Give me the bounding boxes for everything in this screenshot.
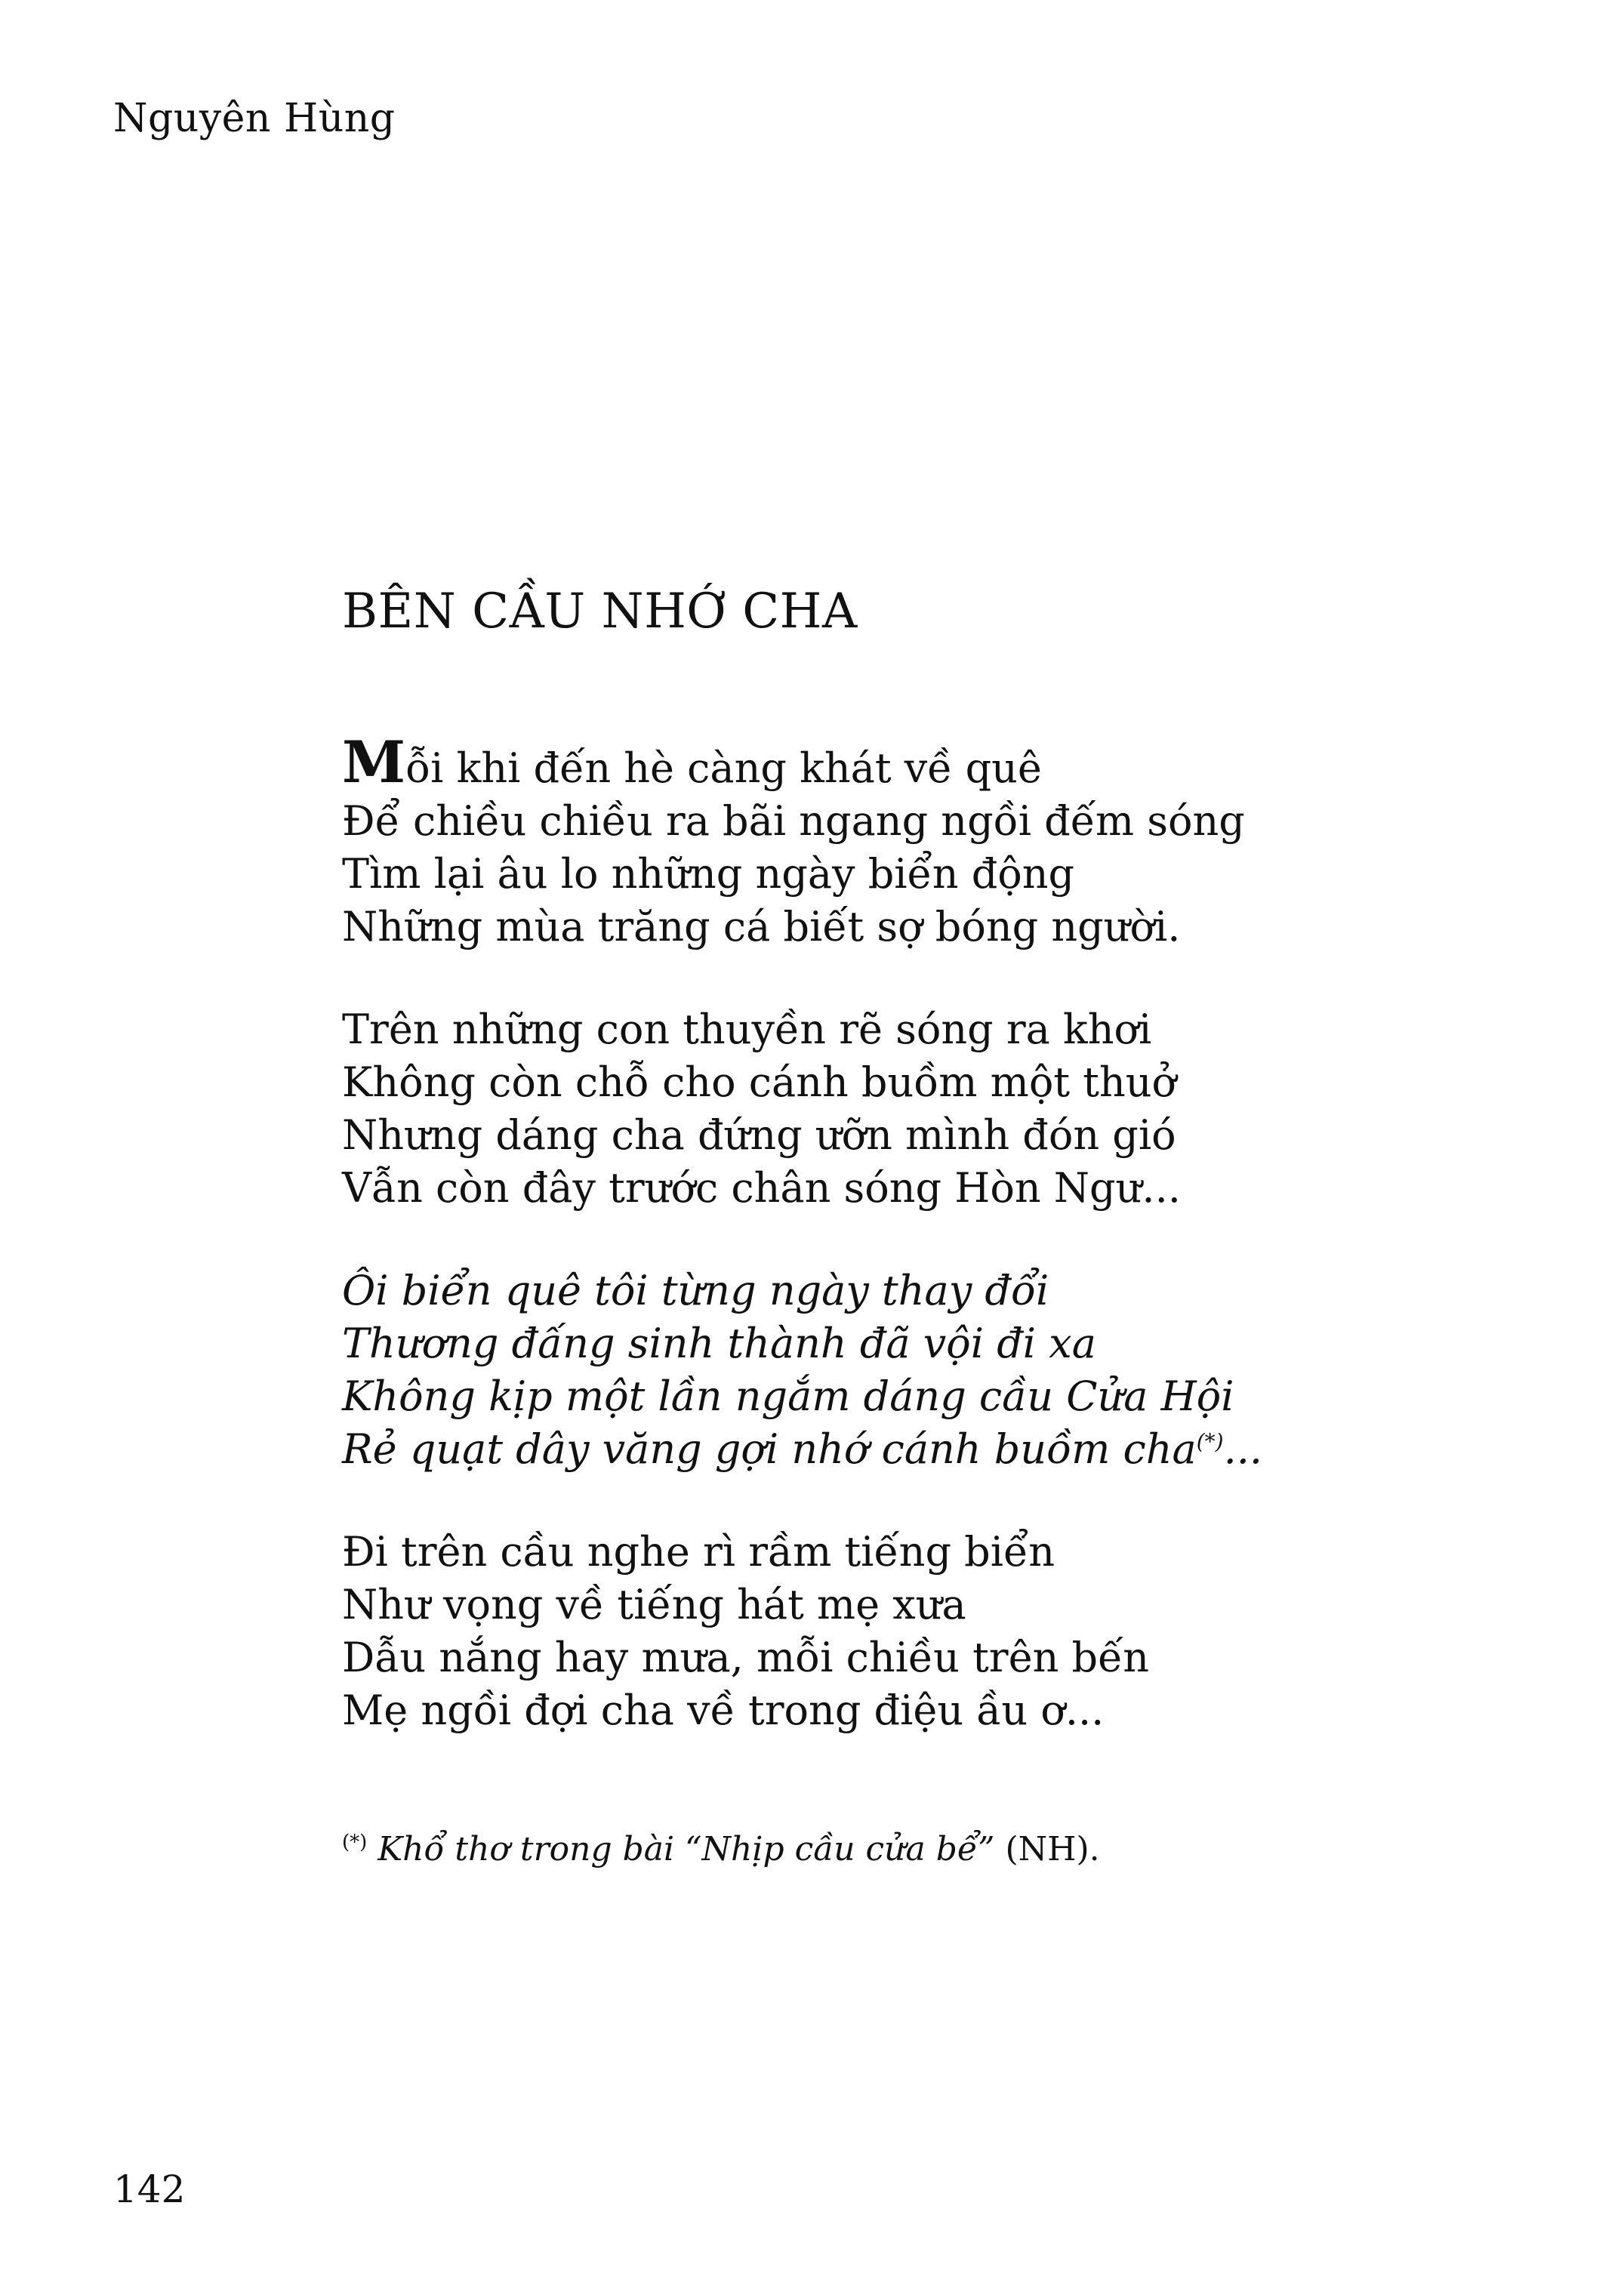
stanza-2-line-2: Không còn chỗ cho cánh buồm một thuở [342, 1058, 1177, 1106]
footnote-mark: (*) [342, 1831, 368, 1854]
footnote-reference: (*) [1196, 1429, 1224, 1454]
stanza-3-line-4-text: Rẻ quạt dây văng gợi nhớ cánh buồm cha [342, 1425, 1197, 1473]
stanza-2-line-1: Trên những con thuyền rẽ sóng ra khơi [342, 1006, 1152, 1053]
header-author: Nguyên Hùng [113, 96, 396, 141]
stanza-1 [342, 729, 1475, 953]
stanza-1-line-2: Để chiều chiều ra bãi ngang ngồi đếm sóng [342, 797, 1245, 845]
stanza-3-line-4 [342, 1423, 1475, 1476]
poem-title: BÊN CẦU NHỚ CHA [342, 584, 858, 639]
stanza-1-line-1-text: ỗi khi đến hè càng khát về quê [405, 744, 1042, 792]
stanza-4 [342, 1526, 1475, 1737]
stanza-2-line-3: Nhưng dáng cha đứng ưỡn mình đón gió [342, 1111, 1176, 1159]
stanza-3-line-3: Không kịp một lần ngắm dáng cầu Cửa Hội [342, 1372, 1234, 1420]
stanza-2 [342, 1003, 1475, 1215]
footnote [342, 1827, 1100, 1872]
footnote-suffix: (NH). [994, 1830, 1100, 1868]
stanza-3-line-2: Thương đấng sinh thành đã vội đi xa [342, 1320, 1096, 1367]
stanza-4-line-3: Dẫu nắng hay mưa, mỗi chiều trên bến [342, 1634, 1150, 1681]
stanza-3 [342, 1265, 1475, 1476]
stanza-4-line-1: Đi trên cầu nghe rì rầm tiếng biển [342, 1528, 1055, 1576]
stanza-3-line-4-ellipsis: ... [1223, 1425, 1263, 1473]
stanza-1-line-1 [342, 729, 1475, 796]
footnote-text: Khổ thơ trong bài “Nhịp cầu cửa bể” [367, 1830, 995, 1868]
stanza-4-line-2: Như vọng về tiếng hát mẹ xưa [342, 1581, 966, 1628]
stanza-3-line-1: Ôi biển quê tôi từng ngày thay đổi [342, 1267, 1049, 1314]
stanza-1-line-4: Những mùa trăng cá biết sợ bóng người. [342, 903, 1181, 950]
drop-cap: M [342, 729, 406, 796]
poem [342, 581, 1475, 1787]
page-number: 142 [113, 2167, 186, 2211]
stanza-4-line-4: Mẹ ngồi đợi cha về trong điệu ầu ơ... [342, 1687, 1105, 1734]
stanza-2-line-4: Vẫn còn đây trước chân sóng Hòn Ngư... [342, 1164, 1181, 1212]
stanza-1-line-3: Tìm lại âu lo những ngày biển động [342, 850, 1075, 898]
